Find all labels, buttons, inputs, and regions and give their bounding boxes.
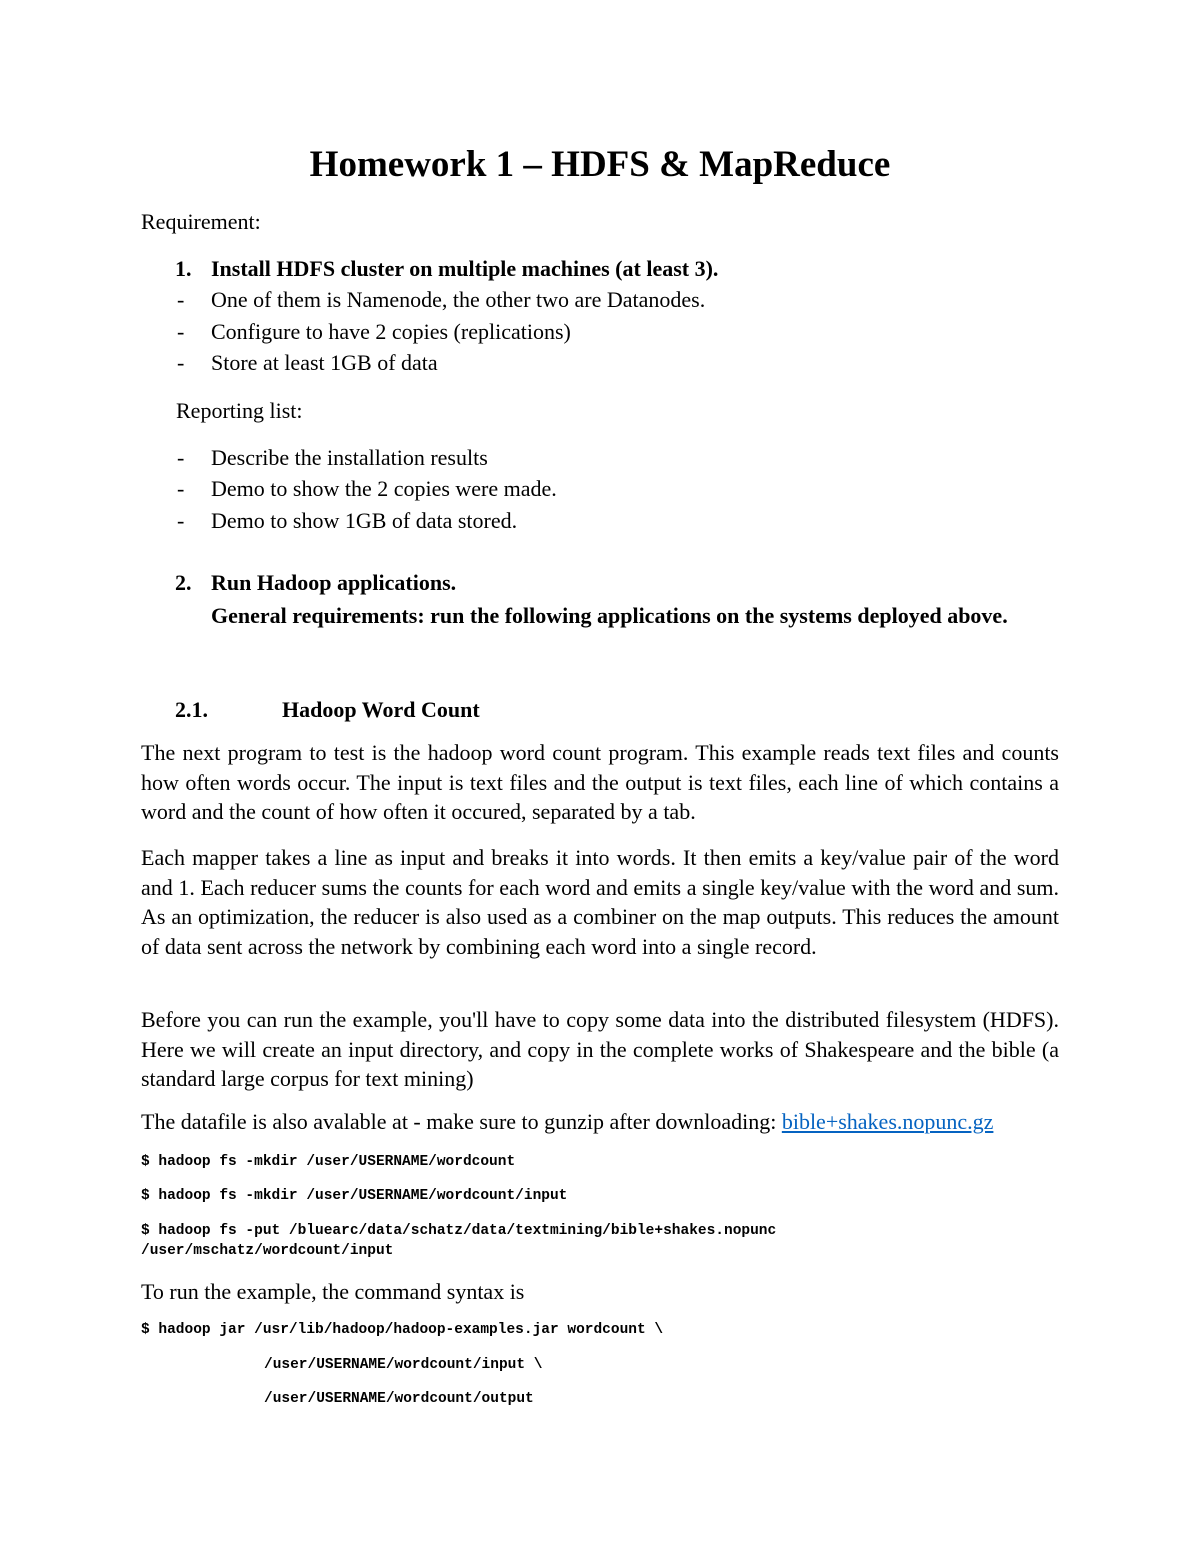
section21-number: 2.1.: [175, 697, 208, 722]
paragraph-datafile: [141, 1107, 993, 1137]
paragraph-copy-data: Before you can run the example, you'll have to copy some data into the distributed filesystem (HDFS). Here we will create an input directory, and copy in the complete works of Shakespeare and the bible (a standard large corpus for text mining): [141, 1007, 1059, 1091]
bullet-marker: -: [177, 476, 185, 501]
page-title: Homework 1 – HDFS & MapReduce: [309, 144, 891, 185]
section21-heading: Hadoop Word Count: [282, 697, 480, 722]
bullet-marker: -: [177, 319, 185, 344]
reporting-bullet: Describe the installation results: [211, 445, 488, 470]
paragraph-command-syntax: To run the example, the command syntax is: [141, 1279, 525, 1304]
paragraph-word-count-intro: The next program to test is the hadoop word count program. This example reads text files and counts how often words occur. The input is text files and the output is text files, each line of which contains a word and the count of how often it occured, separated by a tab.: [141, 740, 1059, 824]
bullet-marker: -: [177, 287, 185, 312]
requirement-label: Requirement:: [141, 209, 261, 234]
section1-number: 1.: [175, 256, 192, 281]
bullet-marker: -: [177, 350, 185, 375]
reporting-bullet: Demo to show 1GB of data stored.: [211, 508, 518, 533]
code-command-mkdir: $ hadoop fs -mkdir /user/USERNAME/wordcount: [141, 1154, 516, 1170]
section1-bullet: Store at least 1GB of data: [211, 350, 438, 375]
section1-heading: Install HDFS cluster on multiple machines (at least 3).: [211, 256, 719, 281]
code-command-jar: $ hadoop jar /usr/lib/hadoop/hadoop-examples.jar wordcount \: [141, 1322, 664, 1338]
code-command-put-destination: /user/mschatz/wordcount/input: [141, 1243, 394, 1259]
section2-number: 2.: [175, 570, 192, 595]
reporting-bullet: Demo to show the 2 copies were made.: [211, 476, 557, 501]
section1-bullet: Configure to have 2 copies (replications): [211, 319, 571, 344]
reporting-label: Reporting list:: [176, 398, 303, 423]
section1-bullet: One of them is Namenode, the other two are Datanodes.: [211, 287, 706, 312]
code-command-jar-input: /user/USERNAME/wordcount/input \: [264, 1357, 543, 1373]
code-command-jar-output: /user/USERNAME/wordcount/output: [264, 1391, 534, 1407]
code-command-put: $ hadoop fs -put /bluearc/data/schatz/data/textmining/bible+shakes.nopunc: [141, 1223, 777, 1239]
code-command-mkdir-input: $ hadoop fs -mkdir /user/USERNAME/wordcount/input: [141, 1188, 568, 1204]
datafile-text: The datafile is also avalable at - make sure to gunzip after downloading:: [141, 1109, 782, 1134]
bullet-marker: -: [177, 445, 185, 470]
section2-heading: Run Hadoop applications.: [211, 570, 457, 595]
section2-general-requirements: General requirements: run the following applications on the systems deployed above.: [211, 603, 1008, 628]
bullet-marker: -: [177, 508, 185, 533]
paragraph-mapper-reducer: Each mapper takes a line as input and breaks it into words. It then emits a key/value pair of the word and 1. Each reducer sums the counts for each word and emits a single key/value with the word and sum. As an optimization, the reducer is also used as a combiner on the map outputs. This reduces the amount of data sent across the network by combining each word into a single record.: [141, 845, 1059, 959]
datafile-download-link[interactable]: bible+shakes.nopunc.gz: [781, 1109, 994, 1134]
